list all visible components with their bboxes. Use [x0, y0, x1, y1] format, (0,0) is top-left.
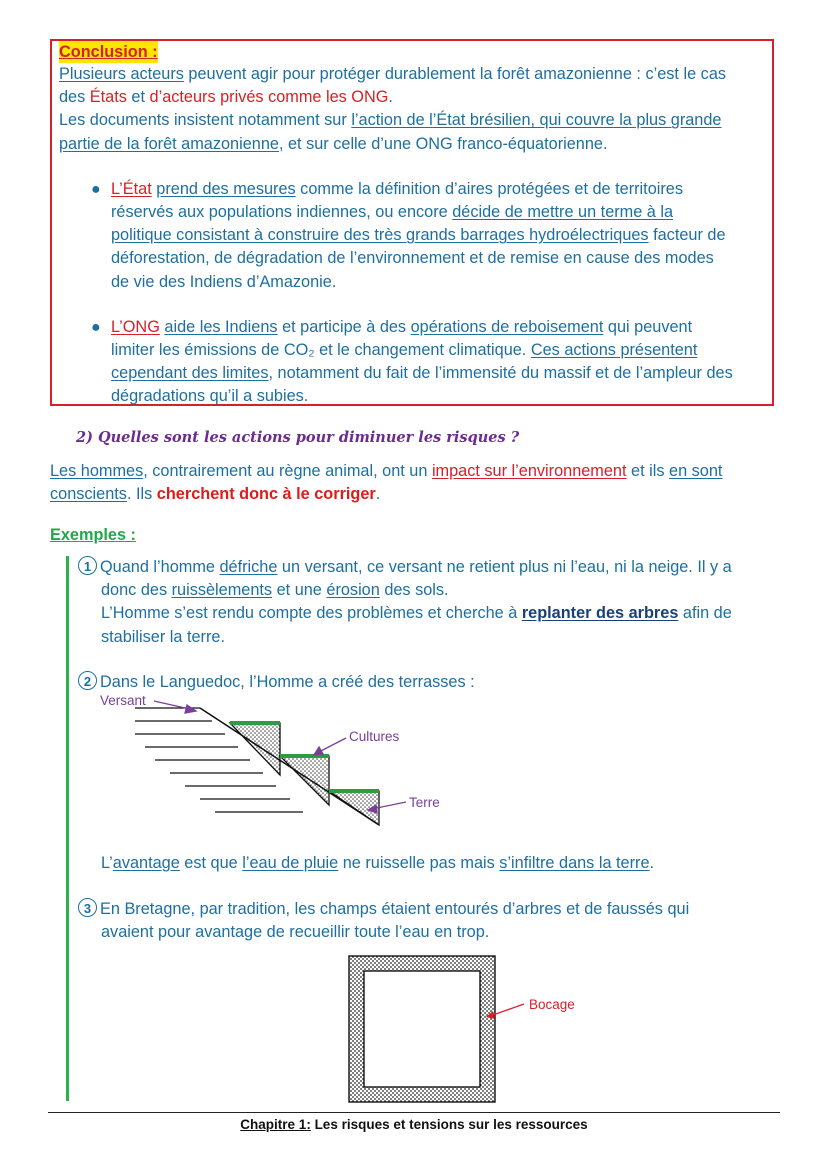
question-heading: 2) Quelles sont les actions pour diminuer les risques ?: [76, 429, 520, 446]
example-1: 1 Quand l’homme défriche un versant, ce versant ne retient plus ni l’eau, ni la neige. Il y a donc des ruissèlements et une érosion des sols. L’Homme s’est rendu compte des problèmes et cherche à replanter des arbres afin de stabiliser la terre.: [78, 556, 732, 649]
arrow-head-icon: [185, 705, 196, 713]
conclusion-line: Plusieurs acteurs peuvent agir pour protéger durablement la forêt amazonienne : c’est le cas: [59, 65, 727, 83]
example-3: 3 En Bretagne, par tradition, les champs étaient entourés d’arbres et de faussés qui avaient pour avantage de recueillir toute l’eau en trop.: [78, 898, 689, 944]
footer-divider: [48, 1112, 780, 1113]
bocage-diagram: [340, 952, 600, 1108]
intro-paragraph: Les hommes, contrairement au règne animal, ont un impact sur l’environnement et ils en sont conscients. Ils cherchent donc à le corriger.: [50, 462, 723, 504]
terre-label: Terre: [409, 795, 440, 810]
bocage-label: Bocage: [529, 997, 575, 1012]
culture-band-1: [230, 721, 280, 725]
bullet-etat: ● L’État prend des mesures comme la définition d’aires protégées et de territoires réservés aux populations indiennes, ou encore décide de mettre un terme à la politique consistant à construire des très grands barrages hydroélectriques facteur de déforestation, de dégradation de l’environnement et de remise en cause des modes de vie des Indiens d’Amazonie.: [91, 179, 726, 291]
field-square: [364, 971, 480, 1087]
number-badge: 1: [78, 556, 97, 575]
cultures-label: Cultures: [349, 729, 400, 744]
examples-bar: [66, 556, 69, 1101]
slope-line: [200, 708, 379, 825]
conclusion-line: Les documents insistent notamment sur l’action de l’État brésilien, qui couvre la plus grande: [59, 111, 722, 130]
bullet-dot-icon: ●: [91, 180, 101, 198]
bullet-dot-icon: ●: [91, 318, 101, 336]
terraces-diagram: [90, 688, 450, 833]
bullet-ong: ● L’ONG aide les Indiens et participe à des opérations de reboisement qui peuvent limiter les émissions de CO₂ et le changement climatique. Ces actions présentent cependant des limites, notamment du fait de l’immensité du massif et de l’ampleur des dégradations qu’il a subies.: [91, 317, 733, 406]
versant-label: Versant: [100, 693, 146, 708]
arrow-head-icon: [314, 747, 323, 755]
example-2: 2 Dans le Languedoc, l’Homme a créé des terrasses :: [78, 671, 475, 694]
terrace-step-2: [280, 756, 329, 805]
number-badge: 3: [78, 898, 97, 917]
number-badge: 2: [78, 671, 97, 690]
conclusion-box: [50, 39, 774, 406]
conclusion-title: Conclusion :: [59, 43, 158, 61]
example-2-advantage: L’avantage est que l’eau de pluie ne ruisselle pas mais s’infiltre dans la terre.: [101, 854, 655, 872]
examples-title: Exemples :: [50, 526, 136, 544]
footer: Chapitre 1: Les risques et tensions sur les ressources: [240, 1117, 588, 1132]
conclusion-line: partie de la forêt amazonienne, et sur celle d’une ONG franco-équatorienne.: [59, 134, 608, 153]
culture-band-3: [329, 789, 379, 793]
conclusion-line: des États et d’acteurs privés comme les ONG.: [59, 88, 393, 107]
terrace-step-1: [230, 723, 280, 775]
